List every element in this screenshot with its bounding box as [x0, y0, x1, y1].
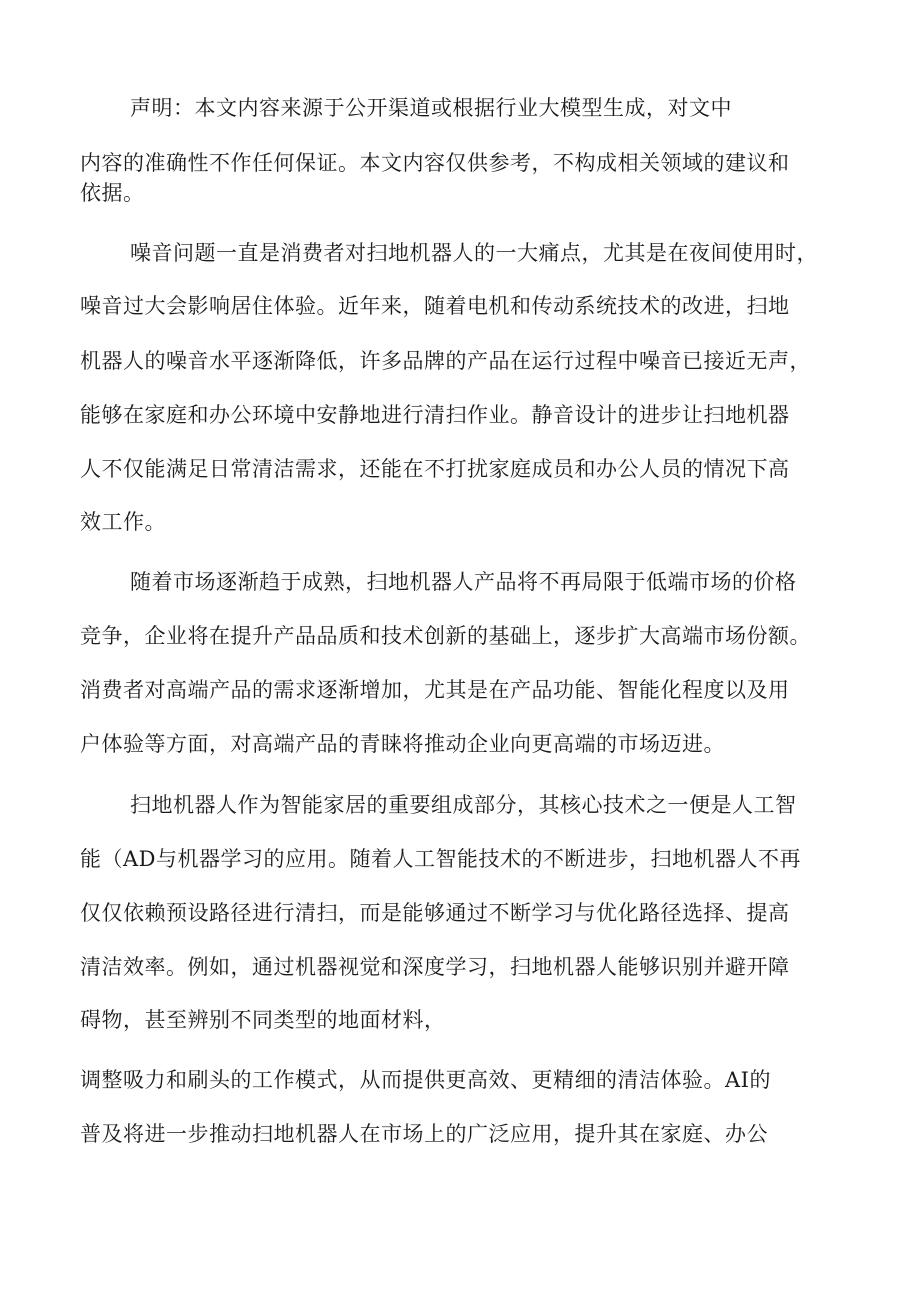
text-line: 户体验等方面，对高端产品的青睐将推动企业向更高端的市场迈进。 — [80, 732, 725, 756]
text-line: 声明：本文内容来源于公开渠道或根据行业大模型生成，对文中 — [130, 96, 732, 120]
text-line: 噪音问题一直是消费者对扫地机器人的一大痛点，尤其是在夜间使用时， — [130, 241, 818, 265]
text-line: 能够在家庭和办公环境中安静地进行清扫作业。静音设计的进步让扫地机器 — [80, 403, 790, 427]
text-line: 机器人的噪音水平逐渐降低，许多品牌的产品在运行过程中噪音已接近无声， — [80, 349, 811, 373]
text-line: 依据。 — [80, 181, 145, 205]
text-line: 内容的准确性不作任何保证。本文内容仅供参考，不构成相关领域的建议和 — [80, 151, 790, 175]
text-line: 普及将进一步推动扫地机器人在市场上的广泛应用，提升其在家庭、办公 — [80, 1122, 768, 1146]
text-line: 消费者对高端产品的需求逐渐增加，尤其是在产品功能、智能化程度以及用 — [80, 678, 790, 702]
text-line: 仅仅依赖预设路径进行清扫，而是能够通过不断学习与优化路径选择、提高 — [80, 901, 790, 925]
text-line: 能（AD与机器学习的应用。随着人工智能技术的不断进步，扫地机器人不再 — [80, 847, 801, 871]
text-line: 扫地机器人作为智能家居的重要组成部分，其核心技术之一便是人工智 — [130, 793, 797, 817]
text-line: 人不仅能满足日常清洁需求，还能在不打扰家庭成员和办公人员的情况下高 — [80, 457, 790, 481]
text-line: 效工作。 — [80, 510, 166, 534]
text-line: 噪音过大会影响居住体验。近年来，随着电机和传动系统技术的改进，扫地 — [80, 294, 790, 318]
text-line: 清洁效率。例如，通过机器视觉和深度学习，扫地机器人能够识别并避开障 — [80, 955, 790, 979]
text-line: 碍物，甚至辨别不同类型的地面材料， — [80, 1008, 446, 1032]
text-line: 随着市场逐渐趋于成熟，扫地机器人产品将不再局限于低端市场的价格 — [130, 570, 797, 594]
text-line: 竞争，企业将在提升产品品质和技术创新的基础上，逐步扩大高端市场份额。 — [80, 624, 811, 648]
text-line: 调整吸力和刷头的工作模式，从而提供更高效、更精细的清洁体验。AI的 — [80, 1068, 771, 1092]
